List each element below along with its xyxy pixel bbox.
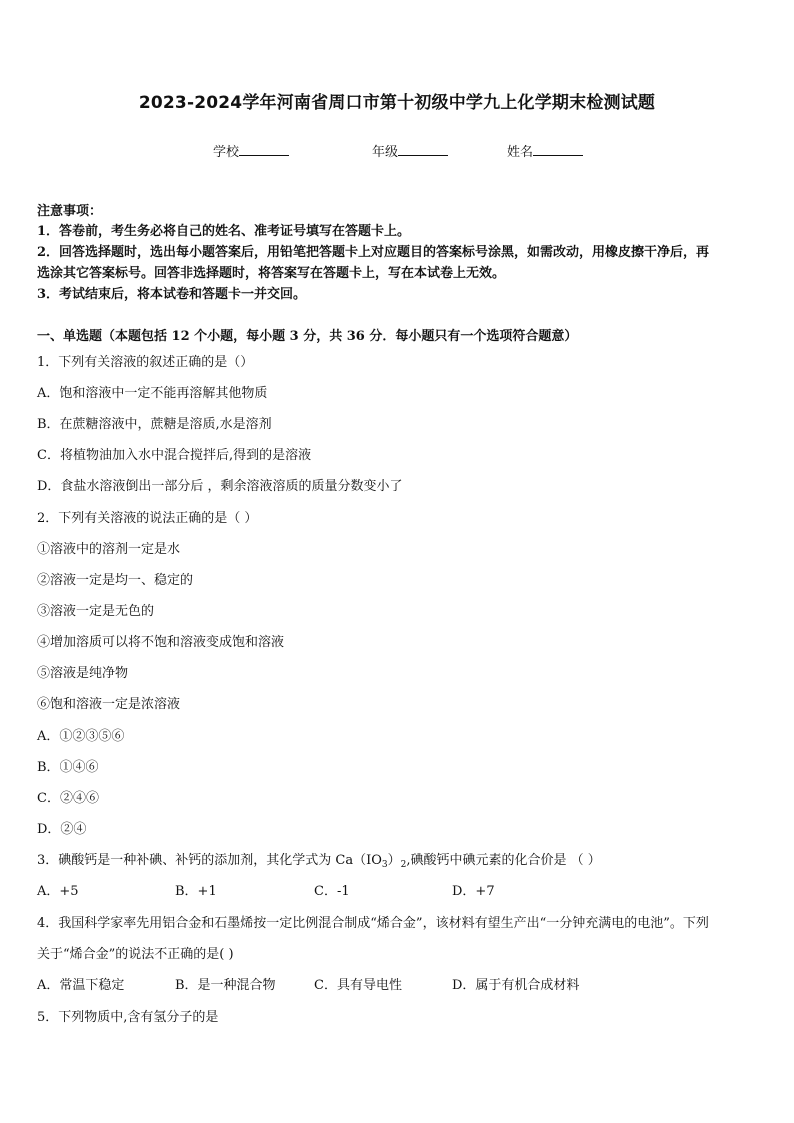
grade-blank — [398, 143, 448, 156]
q4-stem-line1: 4．我国科学家率先用铝合金和石墨烯按一定比例混合制成“烯合金”，该材料有望生产出“一分钟充满电的电池”。下列 — [37, 916, 709, 931]
q1-option-a: A．饱和溶液中一定不能再溶解其他物质 — [37, 386, 268, 401]
q4-option-a: A．常温下稳定 — [37, 978, 125, 993]
q2-option-c: C．②④⑥ — [37, 791, 99, 806]
grade-field — [372, 141, 448, 160]
name-label: 姓名 — [507, 145, 534, 160]
q2-option-d: D．②④ — [37, 822, 87, 837]
q3-option-a: A．+5 — [37, 884, 79, 899]
q1-stem: 1．下列有关溶液的叙述正确的是（） — [37, 355, 254, 370]
q5-stem: 5．下列物质中,含有氢分子的是 — [37, 1010, 219, 1025]
name-field — [507, 141, 583, 160]
q2-statement-4: ④增加溶质可以将不饱和溶液变成饱和溶液 — [37, 635, 285, 650]
q2-option-a: A．①②③⑤⑥ — [37, 729, 125, 744]
q1-option-d: D．食盐水溶液倒出一部分后 ，剩余溶液溶质的质量分数变小了 — [37, 479, 403, 494]
q3-subscript-2: 2 — [400, 860, 407, 870]
q2-stem: 2．下列有关溶液的说法正确的是（ ） — [37, 511, 258, 526]
q3-option-d: D．+7 — [452, 884, 495, 899]
q2-statement-6: ⑥饱和溶液一定是浓溶液 — [37, 697, 181, 712]
q4-option-c: C．具有导电性 — [314, 978, 402, 993]
q4-option-b: B．是一种混合物 — [175, 978, 276, 993]
q2-statement-2: ②溶液一定是均一、稳定的 — [37, 573, 194, 588]
exam-title: 2023-2024学年河南省周口市第十初级中学九上化学期末检测试题 — [138, 93, 656, 113]
q2-option-b: B．①④⑥ — [37, 760, 99, 775]
q4-option-d: D．属于有机合成材料 — [452, 978, 580, 993]
school-blank — [239, 143, 289, 156]
q3-option-c: C．-1 — [314, 884, 350, 899]
section1-heading: 一、单选题（本题包括 12 个小题，每小题 3 分，共 36 分．每小题只有一个选项符合题意） — [37, 329, 578, 344]
q1-option-c: C．将植物油加入水中混合搅拌后,得到的是溶液 — [37, 448, 312, 463]
notice-item-1: 1．答卷前，考生务必将自己的姓名、准考证号填写在答题卡上。 — [37, 224, 411, 239]
notice-item-3: 3．考试结束后，将本试卷和答题卡一并交回。 — [37, 287, 307, 302]
q4-stem-line2: 关于“烯合金”的说法不正确的是( ) — [37, 947, 234, 962]
q3-stem-pre: 3．碘酸钙是一种补碘、补钙的添加剂，其化学式为 Ca（IO — [37, 853, 382, 868]
school-field — [213, 141, 289, 160]
q3-stem-post: ,碘酸钙中碘元素的化合价是 （ ） — [406, 853, 601, 868]
q3-option-b: B．+1 — [175, 884, 217, 899]
q1-option-b: B．在蔗糖溶液中，蔗糖是溶质,水是溶剂 — [37, 417, 272, 432]
q2-statement-1: ①溶液中的溶剂一定是水 — [37, 542, 181, 557]
q3-subscript-3: 3 — [381, 860, 388, 870]
school-label: 学校 — [213, 145, 240, 160]
notice-item-2-cont: 选涂其它答案标号。回答非选择题时，将答案写在答题卡上，写在本试卷上无效。 — [37, 266, 506, 281]
q2-statement-5: ⑤溶液是纯净物 — [37, 666, 129, 681]
notice-item-2: 2．回答选择题时，选出每小题答案后，用铅笔把答题卡上对应题目的答案标号涂黑，如需改动，用橡皮擦干净后，再 — [37, 245, 710, 260]
name-blank — [533, 143, 583, 156]
grade-label: 年级 — [372, 145, 399, 160]
q3-stem — [37, 853, 601, 873]
q3-stem-mid: ） — [387, 853, 401, 868]
q2-statement-3: ③溶液一定是无色的 — [37, 604, 155, 619]
notice-heading: 注意事项： — [37, 204, 103, 219]
